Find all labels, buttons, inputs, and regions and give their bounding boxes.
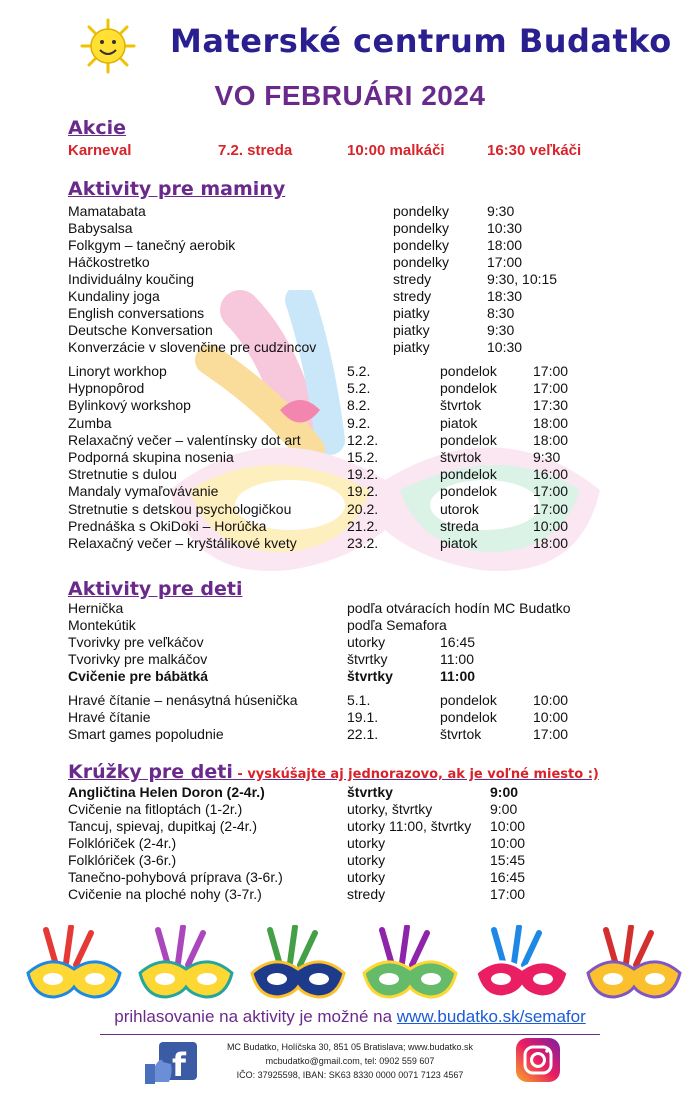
list-item — [0, 288, 700, 305]
list-item-col-2: 10:00 — [490, 835, 526, 851]
akcie-heading: Akcie — [68, 117, 127, 139]
list-item-col-0: English conversations — [68, 305, 205, 321]
list-item-col-0: Mamatabata — [68, 203, 146, 219]
list-item — [0, 668, 700, 685]
akcie-time2: 16:30 veľkáči — [487, 142, 582, 159]
sun-logo-icon — [80, 18, 136, 74]
list-item-col-1: 5.2. — [347, 363, 371, 379]
list-item-col-0: Háčkostretko — [68, 254, 150, 270]
list-item-col-1: 19.2. — [347, 483, 379, 500]
list-item-col-1: podľa otváracích hodín MC Budatko — [347, 600, 571, 616]
instagram-icon[interactable] — [516, 1038, 560, 1082]
list-item-col-1: 8.2. — [347, 397, 371, 414]
list-item-col-1: piatky — [393, 322, 430, 338]
list-item-col-1: 5.2. — [347, 380, 371, 397]
list-item — [0, 709, 700, 726]
footer-line-contact: mcbudatko@gmail.com, tel: 0902 559 607 — [265, 1056, 435, 1066]
list-item — [0, 271, 700, 288]
list-item-col-3: 10:00 — [533, 709, 569, 725]
list-item-col-1: utorky — [347, 869, 386, 885]
registration-text: prihlasovanie na aktivity je možné na — [114, 1007, 397, 1026]
list-item — [0, 869, 700, 886]
carnival-mask-icon — [364, 927, 456, 997]
list-item-col-0: Folklóriček (3-6r.) — [68, 852, 177, 868]
list-item-col-3: 17:00 — [533, 483, 569, 500]
page-subtitle: VO FEBRUÁRI 2024 — [214, 80, 486, 111]
list-item-col-0: Tanečno-pohybová príprava (3-6r.) — [68, 869, 283, 885]
list-item — [0, 634, 700, 651]
list-item — [0, 483, 700, 500]
list-item-col-0: Zumba — [68, 414, 112, 431]
list-item-col-2: štvrtok — [440, 397, 482, 414]
carnival-masks-row-icon — [18, 925, 682, 1005]
akcie-event: Karneval — [68, 142, 132, 159]
list-item-col-1: 12.2. — [347, 431, 379, 448]
list-item-col-0: Smart games popoludnie — [68, 726, 224, 742]
list-item-col-0: Relaxačný večer – kryštálikové kvety — [68, 535, 297, 551]
list-item-col-1: utorky — [347, 835, 386, 851]
list-item — [0, 692, 700, 709]
list-item-col-1: utorky, štvrtky — [347, 801, 433, 817]
list-item-col-2: pondelok — [440, 709, 497, 725]
list-item-col-1: štvrtky — [347, 651, 388, 667]
list-item-col-0: Babysalsa — [68, 220, 133, 236]
registration-link[interactable]: www.budatko.sk/semafor — [396, 1007, 586, 1026]
list-item-col-2: 15:45 — [490, 852, 526, 868]
list-item-col-0: Stretnutie s detskou psychologičkou — [68, 500, 292, 517]
list-item — [0, 886, 700, 903]
akcie-row — [0, 142, 700, 162]
list-item-col-3: 17:00 — [533, 363, 569, 379]
list-item-col-1: pondelky — [393, 220, 450, 236]
list-item-col-3: 17:00 — [533, 726, 569, 742]
list-item-col-1: 9.2. — [347, 414, 371, 431]
list-item-col-1: štvrtky — [347, 784, 393, 800]
list-item — [0, 600, 700, 617]
list-item-col-1: podľa Semafora — [347, 617, 447, 633]
list-item-col-2: 17:00 — [487, 254, 523, 270]
list-item-col-0: Prednáška s OkiDoki – Horúčka — [68, 517, 267, 534]
list-item-col-0: Relaxačný večer – valentínsky dot art — [68, 431, 301, 448]
list-item-col-0: Hypnopôrod — [68, 380, 145, 397]
list-item-col-1: piatky — [393, 305, 430, 321]
list-item — [0, 415, 700, 432]
list-item — [0, 203, 700, 220]
list-item — [0, 852, 700, 869]
list-item-col-3: 17:00 — [533, 380, 569, 397]
carnival-mask-icon — [252, 927, 344, 997]
list-item-col-2: 9:30 — [487, 322, 515, 338]
list-item-col-2: 16:45 — [440, 634, 476, 650]
list-item-col-0: Mandaly vymaľovávanie — [68, 483, 219, 500]
list-item-col-3: 18:00 — [533, 535, 569, 551]
list-item-col-2: 8:30 — [487, 305, 515, 321]
list-item-col-3: 10:00 — [533, 692, 569, 708]
list-item — [0, 305, 700, 322]
list-item-col-2: piatok — [440, 535, 478, 551]
list-item-col-3: 18:00 — [533, 414, 569, 431]
list-item-col-0: Konverzácie v slovenčine pre cudzincov — [68, 339, 317, 355]
list-item-col-2: 16:45 — [490, 869, 526, 885]
list-item-col-0: Linoryt workhop — [68, 363, 167, 379]
list-item-col-1: stredy — [347, 886, 386, 902]
list-item — [0, 449, 700, 466]
list-item-col-2: utorok — [440, 500, 479, 517]
list-item — [0, 363, 700, 380]
list-item — [0, 835, 700, 852]
carnival-mask-icon — [28, 927, 120, 997]
footer-divider — [100, 1034, 600, 1035]
list-item — [0, 397, 700, 414]
footer-contact — [200, 1040, 500, 1082]
carnival-mask-icon — [588, 927, 680, 997]
carnival-mask-icon — [140, 927, 232, 997]
list-item-col-0: Folklóriček (2-4r.) — [68, 835, 177, 851]
list-item — [0, 617, 700, 634]
list-item-col-3: 17:30 — [533, 397, 569, 414]
list-item-col-2: 10:30 — [487, 220, 523, 236]
list-item-col-3: 16:00 — [533, 466, 569, 483]
list-item — [0, 651, 700, 668]
list-item-col-0: Angličtina Helen Doron (2-4r.) — [68, 784, 265, 800]
facebook-icon[interactable] — [145, 1042, 197, 1084]
list-item-col-2: 18:30 — [487, 288, 523, 304]
list-item-col-0: Bylinkový workshop — [68, 397, 191, 414]
list-item-col-2: 9:30, 10:15 — [487, 271, 558, 287]
list-item-col-0: Hernička — [68, 600, 124, 616]
list-item-col-0: Deutsche Konversation — [68, 322, 213, 338]
list-item-col-1: utorky 11:00, štvrtky — [347, 818, 472, 834]
list-item-col-2: štvrtok — [440, 726, 482, 742]
list-item — [0, 220, 700, 237]
footer-line-ids: IČO: 37925598, IBAN: SK63 8330 0000 0071 7123 4567 — [236, 1070, 464, 1080]
list-item-col-0: Cvičenie na fitloptách (1-2r.) — [68, 801, 243, 817]
list-item-col-0: Tvorivky pre malkáčov — [68, 651, 208, 667]
list-item-col-0: Cvičenie na ploché nohy (3-7r.) — [68, 886, 262, 902]
list-item-col-0: Hravé čítanie – nenásytná húsenička — [68, 692, 298, 708]
list-item-col-2: pondelok — [440, 363, 497, 379]
list-item — [0, 818, 700, 835]
list-item-col-2: 18:00 — [487, 237, 523, 253]
list-item-col-1: pondelky — [393, 254, 450, 270]
list-item-col-1: 5.1. — [347, 692, 371, 708]
list-item-col-3: 9:30 — [533, 449, 561, 465]
kruzky-heading-text: Krúžky pre deti — [68, 761, 233, 783]
list-item-col-1: utorky — [347, 634, 386, 650]
list-item — [0, 501, 700, 518]
kruzky-note: - vyskúšajte aj jednorazovo, ak je voľné miesto :) — [232, 767, 599, 782]
list-item-col-2: pondelok — [440, 466, 497, 483]
list-item-col-1: stredy — [393, 271, 432, 287]
list-item-col-0: Stretnutie s dulou — [68, 466, 177, 483]
list-item-col-1: 21.2. — [347, 517, 379, 534]
list-item-col-1: 22.1. — [347, 726, 379, 742]
list-item — [0, 784, 700, 801]
list-item-col-1: 15.2. — [347, 449, 379, 465]
list-item-col-1: pondelky — [393, 237, 450, 253]
list-item-col-1: 19.2. — [347, 466, 379, 483]
list-item — [0, 432, 700, 449]
list-item-col-1: piatky — [393, 339, 430, 355]
list-item — [0, 339, 700, 356]
list-item-col-2: štvrtok — [440, 449, 482, 465]
page-title: Materské centrum Budatko — [170, 22, 672, 60]
list-item-col-3: 18:00 — [533, 431, 569, 448]
list-item-col-1: 20.2. — [347, 500, 379, 517]
list-item-col-0: Tvorivky pre veľkáčov — [68, 634, 204, 650]
list-item-col-0: Kundaliny joga — [68, 288, 160, 304]
list-item-col-2: piatok — [440, 414, 478, 431]
list-item-col-0: Tancuj, spievaj, dupitkaj (2-4r.) — [68, 818, 258, 834]
maminy-heading: Aktivity pre maminy — [68, 178, 286, 200]
list-item-col-2: 9:30 — [487, 203, 515, 219]
list-item-col-1: pondelky — [393, 203, 450, 219]
list-item — [0, 380, 700, 397]
svg-text:f: f — [172, 1046, 186, 1084]
list-item-col-2: pondelok — [440, 431, 497, 448]
list-item — [0, 726, 700, 743]
list-item-col-2: 11:00 — [440, 651, 474, 667]
list-item-col-2: streda — [440, 517, 479, 534]
list-item-col-2: 10:00 — [490, 818, 526, 834]
list-item — [0, 254, 700, 271]
list-item-col-2: 9:00 — [490, 784, 519, 800]
registration-line — [0, 1007, 700, 1027]
footer-line-address: MC Budatko, Holíčska 30, 851 05 Bratislava; www.budatko.sk — [226, 1042, 474, 1052]
list-item — [0, 237, 700, 254]
list-item-col-2: 17:00 — [490, 886, 526, 902]
akcie-time1: 10:00 malkáči — [347, 142, 445, 159]
list-item-col-0: Folkgym – tanečný aerobik — [68, 237, 236, 253]
list-item-col-0: Hravé čítanie — [68, 709, 151, 725]
list-item-col-0: Podporná skupina nosenia — [68, 449, 234, 465]
akcie-date: 7.2. streda — [218, 142, 293, 159]
list-item-col-2: 10:30 — [487, 339, 523, 355]
list-item-col-0: Cvičenie pre bábätká — [68, 668, 209, 684]
deti-heading: Aktivity pre deti — [68, 578, 243, 600]
list-item-col-1: 19.1. — [347, 709, 379, 725]
list-item-col-1: utorky — [347, 852, 386, 868]
list-item — [0, 322, 700, 339]
list-item-col-3: 17:00 — [533, 500, 569, 517]
list-item-col-0: Montekútik — [68, 617, 136, 633]
list-item — [0, 801, 700, 818]
carnival-mask-icon — [476, 927, 568, 997]
list-item-col-1: štvrtky — [347, 668, 393, 684]
list-item-col-2: pondelok — [440, 692, 497, 708]
list-item-col-1: stredy — [393, 288, 432, 304]
list-item-col-1: 23.2. — [347, 535, 379, 551]
list-item-col-0: Individuálny koučing — [68, 271, 195, 287]
list-item-col-3: 10:00 — [533, 517, 569, 534]
list-item-col-2: pondelok — [440, 483, 497, 500]
kruzky-heading — [68, 761, 599, 783]
list-item-col-2: pondelok — [440, 380, 497, 397]
list-item — [0, 535, 700, 552]
list-item — [0, 466, 700, 483]
list-item — [0, 518, 700, 535]
list-item-col-2: 9:00 — [490, 801, 518, 817]
list-item-col-2: 11:00 — [440, 668, 476, 684]
